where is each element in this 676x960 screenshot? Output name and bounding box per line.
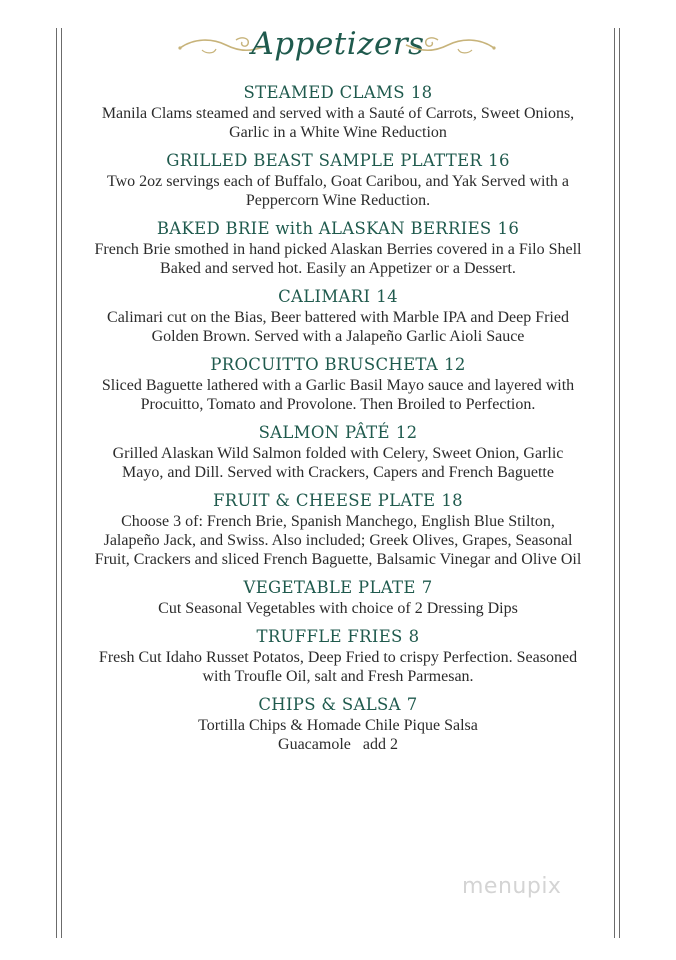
item-description: Grilled Alaskan Wild Salmon folded with Celery, Sweet Onion, Garlic Mayo, and Dill. Served with Crackers, Capers and French Baguette	[112, 445, 564, 481]
item-title	[62, 354, 614, 376]
item-title	[62, 286, 614, 308]
item-name: TRUFFLE FRIES	[256, 627, 403, 646]
item-title	[62, 694, 614, 716]
item-name: GRILLED BEAST SAMPLE PLATTER	[166, 151, 483, 170]
item-name: PROCUITTO BRUSCHETA	[210, 355, 439, 374]
item-addon: Guacamole add 2	[278, 736, 398, 753]
item-title	[62, 490, 614, 512]
item-price: 18	[441, 491, 463, 510]
menu-item	[62, 422, 614, 482]
item-price: 12	[444, 355, 466, 374]
left-border-outer	[56, 28, 57, 938]
item-description: Choose 3 of: French Brie, Spanish Manchego, English Blue Stilton, Jalapeño Jack, and Swiss. Also included; Greek Olives, Grapes, Seasonal Fruit, Crackers and sliced French Baguette, Balsamic Vinegar and Olive Oil	[94, 513, 582, 568]
item-price: 16	[488, 151, 510, 170]
item-name: BAKED BRIE with ALASKAN BERRIES	[156, 219, 492, 238]
item-description: Sliced Baguette lathered with a Garlic Basil Mayo sauce and layered with Procuitto, Tomato and Provolone. Then Broiled to Perfection.	[101, 377, 575, 413]
item-price: 12	[395, 423, 418, 442]
item-title	[62, 218, 614, 240]
item-price: 14	[376, 287, 398, 306]
item-description: Manila Clams steamed and served with a Sauté of Carrots, Sweet Onions, Garlic in a White Wine Reduction	[101, 105, 575, 141]
item-price: 7	[406, 695, 418, 714]
menu-header	[0, 24, 676, 78]
item-title	[62, 82, 614, 104]
menu-item	[62, 694, 614, 754]
menu-item	[62, 150, 614, 210]
right-border-inner	[614, 28, 615, 938]
item-name: VEGETABLE PLATE	[243, 578, 416, 597]
item-name: STEAMED CLAMS	[243, 83, 405, 102]
menu-item	[62, 286, 614, 346]
item-name: FRUIT & CHEESE PLATE	[213, 491, 436, 510]
menu-item	[62, 82, 614, 142]
page-title: Appetizers	[251, 26, 425, 62]
menu-item	[62, 218, 614, 278]
menu-item	[62, 626, 614, 686]
item-description: Fresh Cut Idaho Russet Potatos, Deep Fried to crispy Perfection. Seasoned with Troufle Oil, salt and Fresh Parmesan.	[98, 649, 578, 685]
flourish-right-icon	[404, 34, 498, 56]
item-description: Calimari cut on the Bias, Beer battered with Marble IPA and Deep Fried Golden Brown. Served with a Jalapeño Garlic Aioli Sauce	[107, 309, 569, 345]
item-title	[62, 577, 614, 599]
menu-item	[62, 354, 614, 414]
item-price: 16	[497, 219, 520, 238]
item-description: Tortilla Chips & Homade Chile Pique Salsa	[198, 717, 478, 734]
item-description: Two 2oz servings each of Buffalo, Goat Caribou, and Yak Served with a Peppercorn Wine Reduction.	[106, 173, 570, 209]
item-price: 8	[408, 627, 420, 646]
right-border-outer	[619, 28, 620, 938]
menu-item	[62, 577, 614, 618]
item-price: 18	[410, 83, 433, 102]
item-name: CALIMARI	[278, 287, 371, 306]
item-title	[62, 422, 614, 444]
item-description: Cut Seasonal Vegetables with choice of 2 Dressing Dips	[158, 600, 518, 617]
item-title	[62, 626, 614, 648]
item-description: French Brie smothed in hand picked Alaskan Berries covered in a Filo Shell Baked and served hot. Easily an Appetizer or a Dessert.	[94, 241, 582, 277]
item-title	[62, 150, 614, 172]
item-price: 7	[421, 578, 433, 597]
menu-item	[62, 490, 614, 569]
watermark-logo: menupix	[462, 874, 562, 899]
appetizer-list	[62, 82, 614, 754]
item-name: SALMON PÂTÉ	[258, 423, 390, 442]
item-name: CHIPS & SALSA	[258, 695, 401, 714]
